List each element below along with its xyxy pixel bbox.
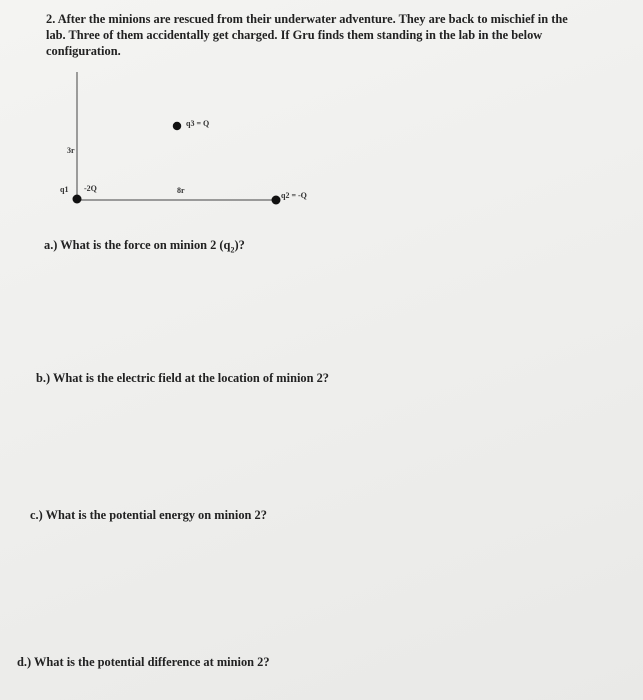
distance-3r-label: 3r xyxy=(67,146,75,155)
charge-q1-dot xyxy=(73,195,82,204)
q1-symbol-label: q1 xyxy=(60,185,69,194)
question-c: c.) What is the potential energy on minion 2? xyxy=(30,508,267,522)
question-d: d.) What is the potential difference at minion 2? xyxy=(17,655,270,669)
problem-intro: 2. After the minions are rescued from their underwater adventure. They are back to mischief in the lab. Three of them accidentally get charged. If Gru finds them standing in the lab in the below configuration. xyxy=(46,12,568,58)
question-b: b.) What is the electric field at the location of minion 2? xyxy=(36,371,329,385)
question-a-subscript: 2 xyxy=(230,245,235,255)
question-a-suffix: )? xyxy=(234,238,245,252)
q1-value-label: -2Q xyxy=(84,184,97,193)
distance-8r-label: 8r xyxy=(177,186,185,195)
question-a xyxy=(44,238,245,254)
q2-label: q2 = -Q xyxy=(281,191,307,200)
charge-q2-dot xyxy=(272,196,281,205)
charge-q3-dot xyxy=(173,122,181,130)
q3-label: q3 = Q xyxy=(186,119,210,128)
question-a-prefix: a.) What is the force on minion 2 (q xyxy=(44,238,231,252)
